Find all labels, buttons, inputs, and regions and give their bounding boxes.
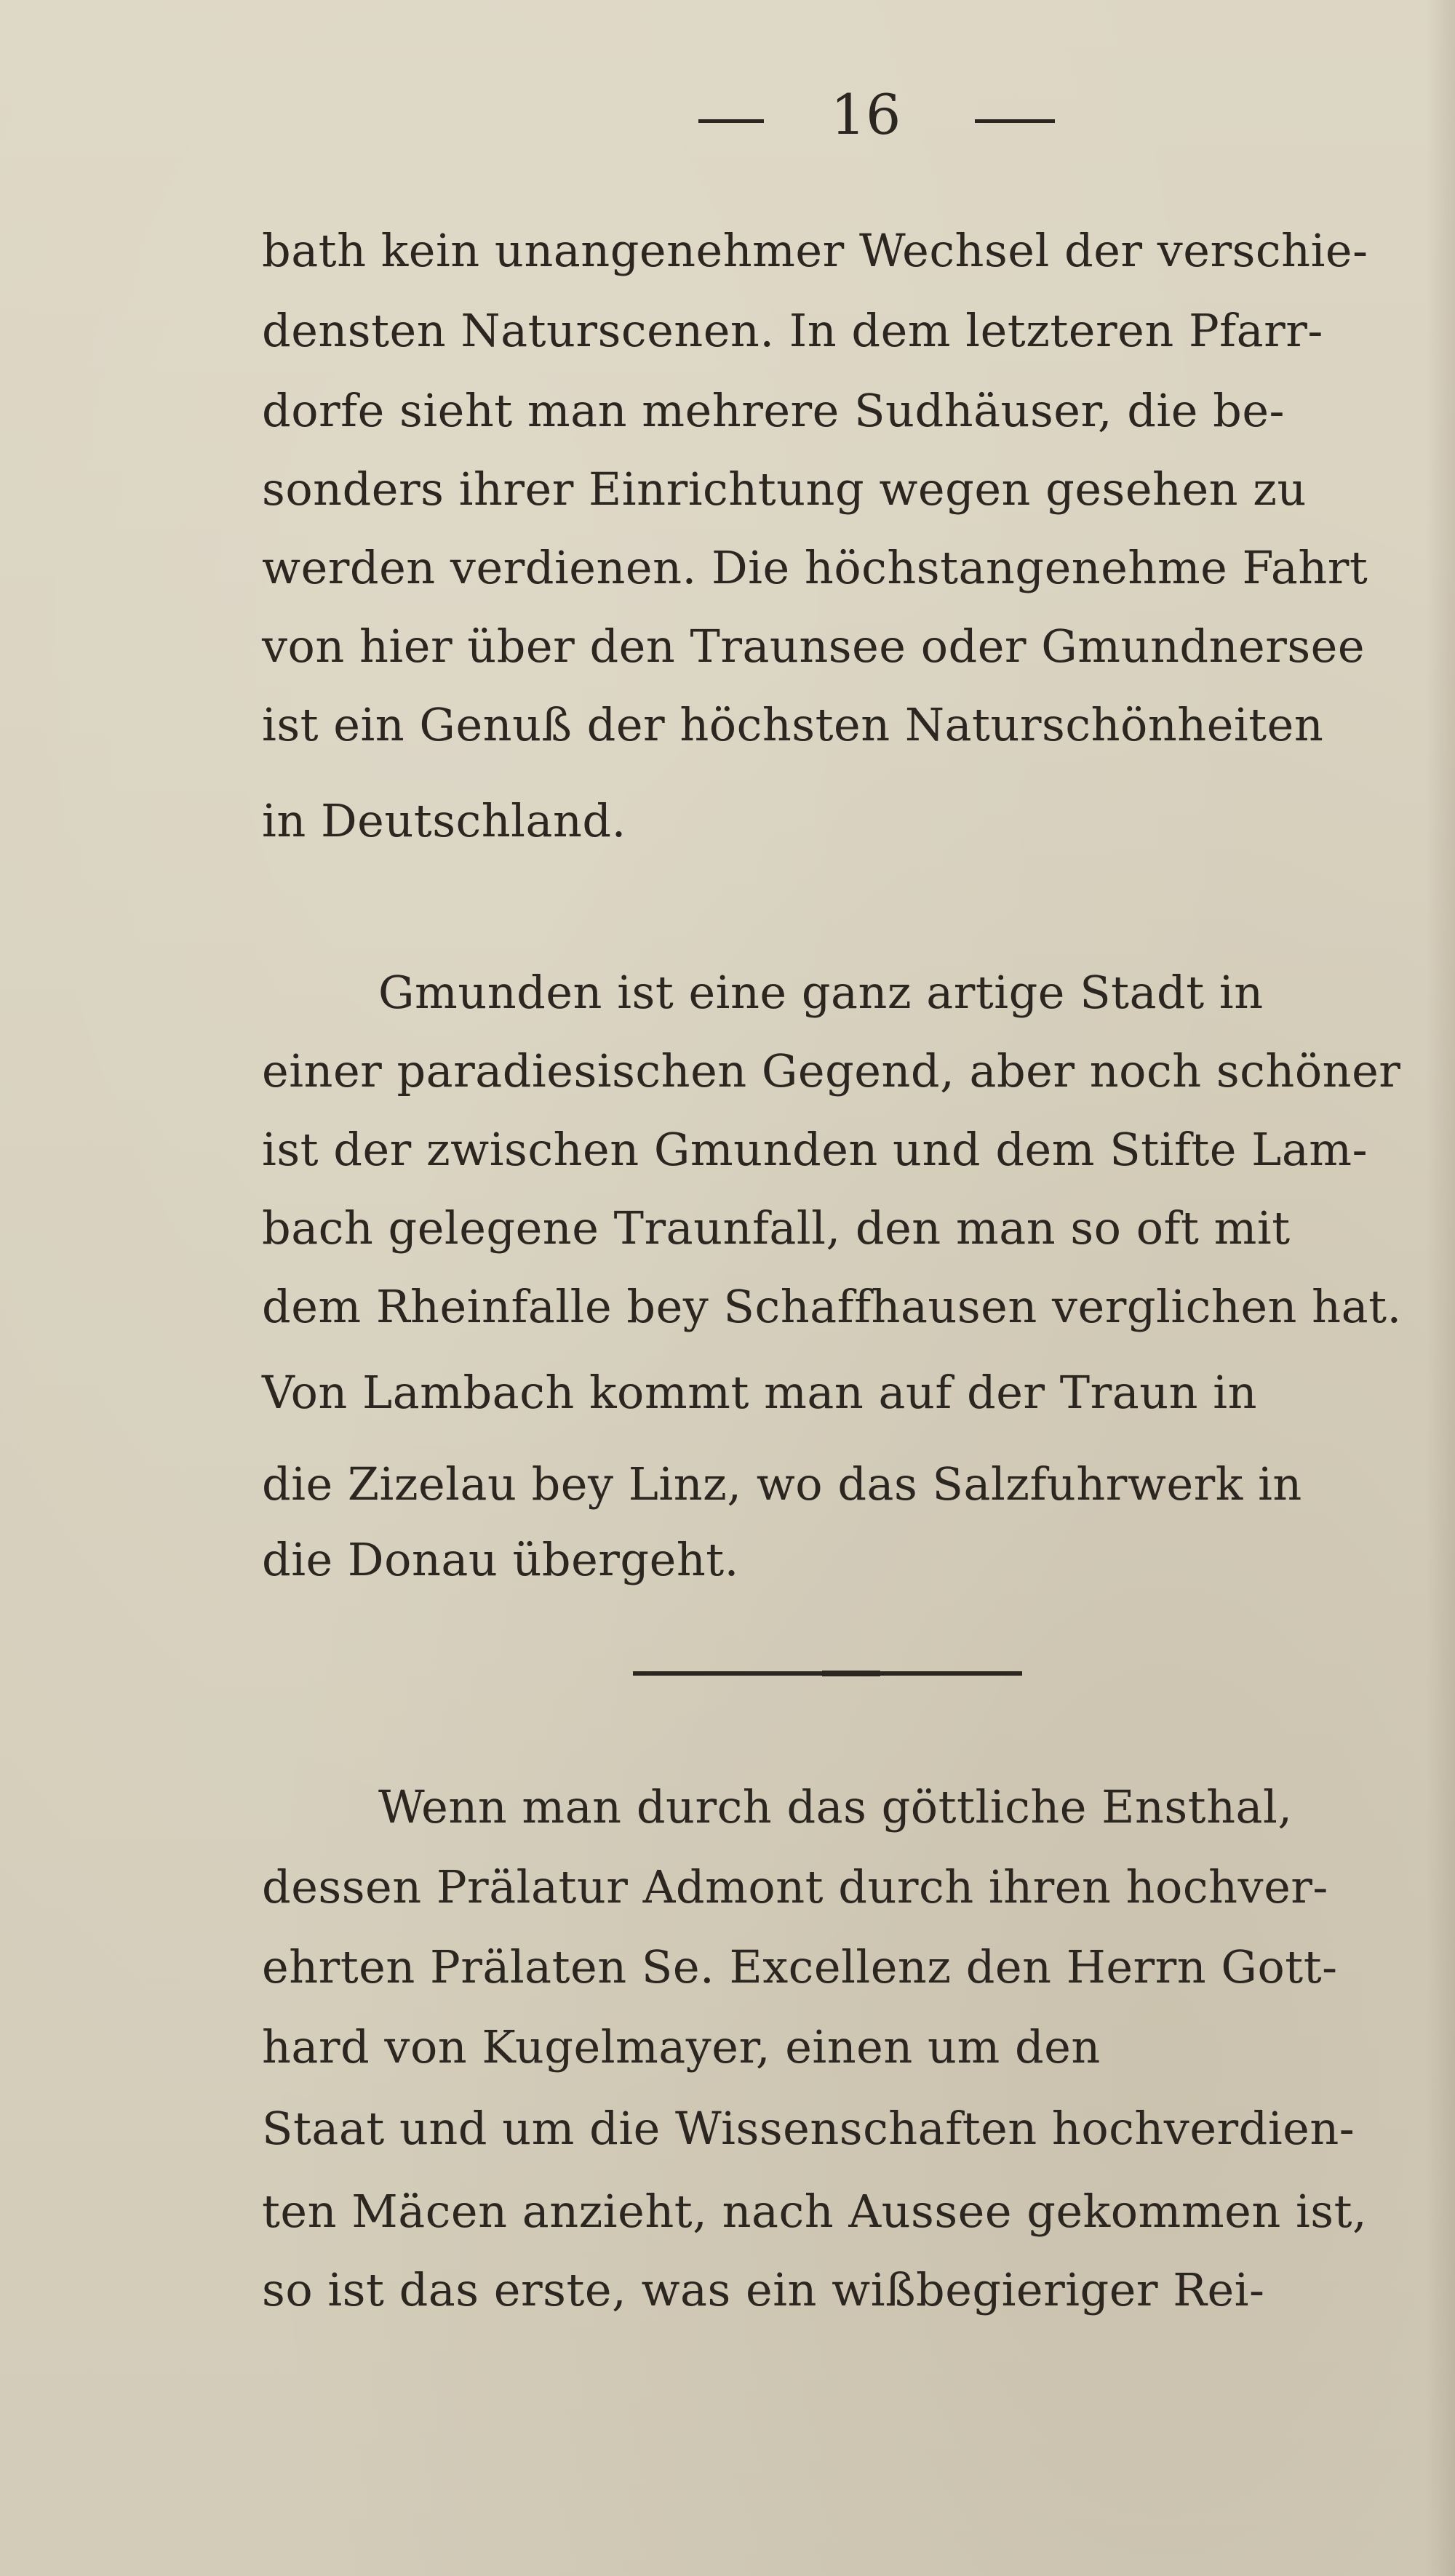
text-line: Wenn man durch das göttliche Ensthal, bbox=[378, 1780, 1293, 1833]
text-line: bath kein unangenehmer Wechsel der verschie- bbox=[262, 224, 1368, 277]
text-line: von hier über den Traunsee oder Gmundnersee bbox=[262, 620, 1366, 673]
header-dash-left bbox=[698, 119, 764, 123]
page-number: 16 bbox=[830, 82, 901, 147]
text-line: einer paradiesischen Gegend, aber noch schöner bbox=[262, 1044, 1401, 1097]
text-line: die Zizelau bey Linz, wo das Salzfuhrwerk in bbox=[262, 1457, 1302, 1511]
text-line: ten Mäcen anzieht, nach Aussee gekommen ist, bbox=[262, 2185, 1368, 2238]
text-line: ist ein Genuß der höchsten Naturschönheiten bbox=[262, 698, 1324, 751]
text-line: dorfe sieht man mehrere Sudhäuser, die be- bbox=[262, 384, 1285, 437]
text-line: werden verdienen. Die höchstangenehme Fahrt bbox=[262, 541, 1368, 594]
text-line: hard von Kugelmayer, einen um den bbox=[262, 2020, 1101, 2073]
text-line: bach gelegene Traunfall, den man so oft mit bbox=[262, 1201, 1291, 1255]
text-line: densten Naturscenen. In dem letzteren Pfarr- bbox=[262, 304, 1323, 357]
text-line: Von Lambach kommt man auf der Traun in bbox=[262, 1366, 1258, 1419]
text-line: ist der zwischen Gmunden und dem Stifte Lam- bbox=[262, 1123, 1368, 1176]
text-line: sonders ihrer Einrichtung wegen gesehen zu bbox=[262, 463, 1307, 516]
text-line: dessen Prälatur Admont durch ihren hochver- bbox=[262, 1860, 1328, 1913]
header-dash-right bbox=[975, 119, 1055, 123]
text-line: in Deutschland. bbox=[262, 794, 626, 847]
text-line: so ist das erste, was ein wißbegieriger Rei- bbox=[262, 2263, 1265, 2316]
text-line: Staat und um die Wissenschaften hochverdien- bbox=[262, 2102, 1355, 2155]
text-line: die Donau übergeht. bbox=[262, 1533, 739, 1586]
section-divider bbox=[633, 1671, 1022, 1676]
text-line: ehrten Prälaten Se. Excellenz den Herrn Gott- bbox=[262, 1940, 1338, 1993]
text-line: dem Rheinfalle bey Schaffhausen verglichen hat. bbox=[262, 1280, 1402, 1333]
page-header bbox=[655, 79, 1062, 159]
text-line: Gmunden ist eine ganz artige Stadt in bbox=[378, 966, 1264, 1019]
